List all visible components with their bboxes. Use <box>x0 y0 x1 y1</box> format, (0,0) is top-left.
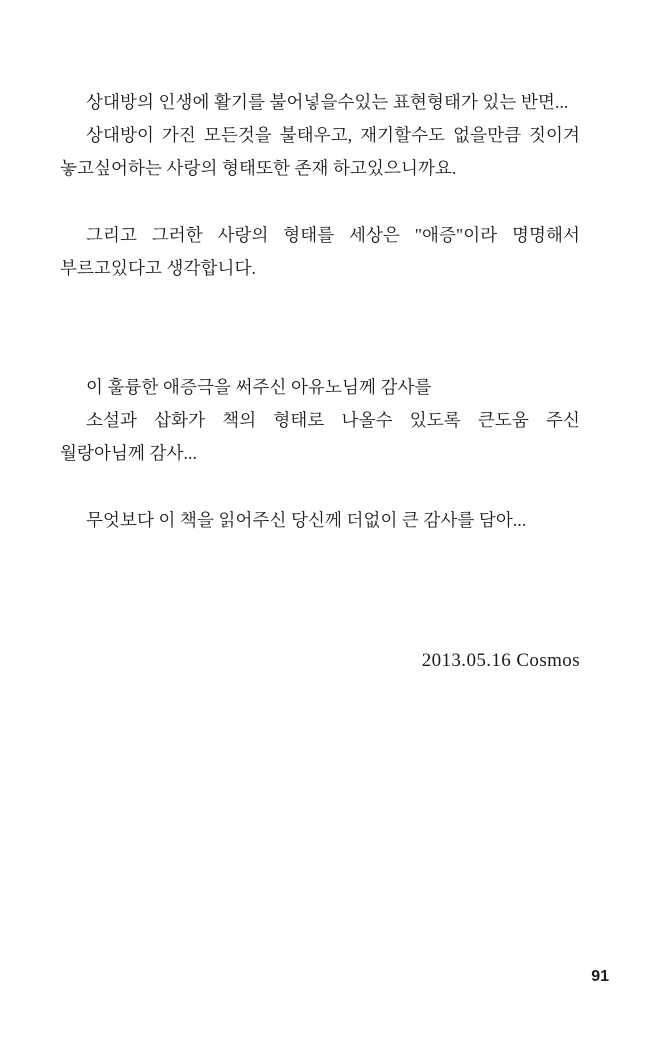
paragraph-spacer-3 <box>60 345 580 371</box>
paragraph-spacer-4 <box>60 470 580 504</box>
paragraph-5: 소설과 삽화가 책의 형태로 나올수 있도록 큰도움 주신 월랑아님께 감사... <box>60 410 580 463</box>
paragraph-2: 상대방이 가진 모든것을 불태우고, 재기할수도 없을만큼 짓이겨 놓고싶어하는 사랑의 형태또한 존재 하고있으니까요. <box>60 125 580 178</box>
paragraph-spacer-1 <box>60 185 580 219</box>
signature-line: 2013.05.16 Cosmos <box>421 650 580 671</box>
page-body <box>60 86 580 537</box>
page-number: 91 <box>591 968 609 985</box>
paragraph-1: 상대방의 인생에 활기를 불어넣을수있는 표현형태가 있는 반면... <box>86 92 569 112</box>
paragraph-6: 무엇보다 이 책을 읽어주신 당신께 더없이 큰 감사를 담아... <box>86 510 527 530</box>
paragraph-4: 이 훌륭한 애증극을 써주신 아유노님께 감사를 <box>86 377 432 397</box>
paragraph-3: 그리고 그러한 사랑의 형태를 세상은 "애증"이라 명명해서 부르고있다고 생각합니다. <box>60 225 580 278</box>
paragraph-spacer-2 <box>60 285 580 345</box>
